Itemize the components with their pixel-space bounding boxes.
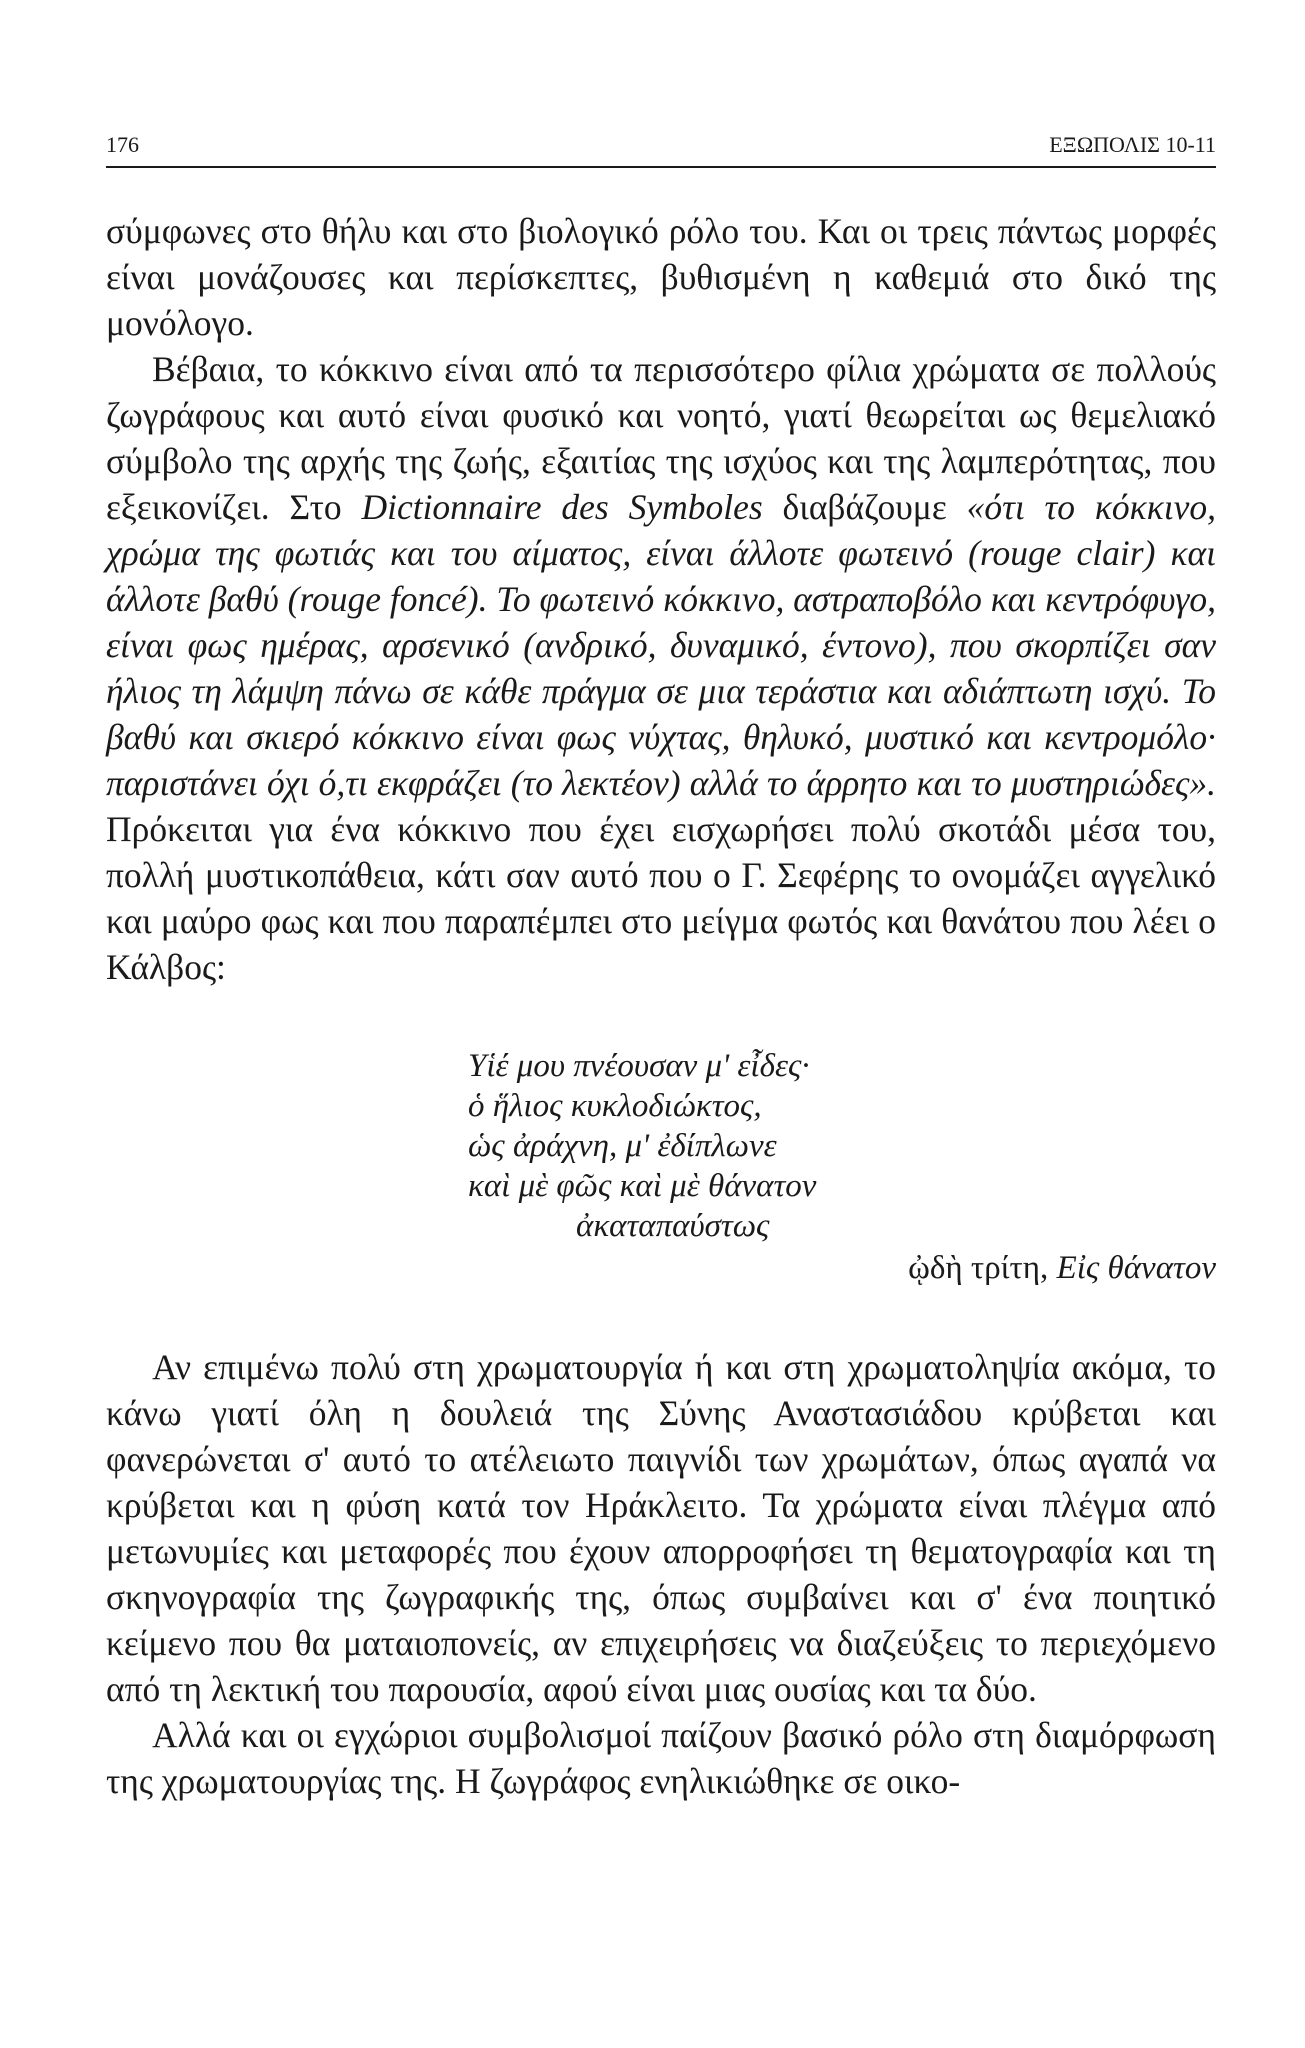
paragraph-4: Αλλά και οι εγχώριοι συμβολισμοί παίζουν βασικό ρόλο στη διαμόρφωση της χρωματουργίας της. Η ζωγράφος ενηλικιώθηκε σε οικο- bbox=[106, 1715, 1216, 1801]
poem-source-ode: ᾠδὴ τρίτη, bbox=[908, 1250, 1057, 1286]
paragraph-2-text-b: διαβάζουμε bbox=[762, 487, 967, 527]
paragraph-2 bbox=[106, 346, 1216, 990]
poem-line: ἀκαταπαύστως bbox=[576, 1208, 770, 1244]
paragraph-2-text-a: Βέβαια, το κόκκινο είναι από τα περισσότερο φίλια χρώματα σε πολλούς ζωγράφους και αυτό είναι φυσικό και νοητό, γιατί θεωρείται ως θεμελιακό σύμβολο της αρχής της ζωής, εξαιτίας της ισχύος και της λαμπερότητας, που εξεικονίζει. Στο bbox=[106, 349, 1216, 527]
journal-title: ΕΞΩΠΟΛΙΣ 10-11 bbox=[1049, 132, 1216, 157]
poem-source-title: Εἰς θάνατον bbox=[1056, 1250, 1216, 1286]
italic-quotation: «ότι το κόκκινο, χρώμα της φωτιάς και του αίματος, είναι άλλοτε φωτεινό (rouge clair) και άλλοτε βαθύ (rouge foncé). Το φωτεινό κόκκινο, αστραποβόλο και κεντρόφυγο, είναι φως ημέρας, αρσενικό (ανδρικό, δυναμικό, έντονο), που σκορπίζει σαν ήλιος τη λάμψη πάνω σε κάθε πράγμα σε μια τεράστια και αδιάπτωτη ισχύ. Το βαθύ και σκιερό κόκκινο είναι φως νύχτας, θηλυκό, μυστικό και κεντρομόλο· παριστάνει όχι ό,τι εκφράζει (το λεκτέον) αλλά το άρρητο και το μυστηριώδες». bbox=[106, 487, 1216, 803]
poem-line: ὁ ἥλιος κυκλοδιώκτος, bbox=[468, 1088, 762, 1124]
poem-line: ὡς ἀράχνη, μ' ἐδίπλωνε bbox=[468, 1128, 777, 1164]
page-number: 176 bbox=[106, 132, 139, 157]
poem-source bbox=[468, 1248, 1216, 1288]
poem-line: Υἱέ μου πνέουσαν μ' εἶδες· bbox=[468, 1048, 810, 1084]
poem-excerpt bbox=[468, 1046, 1216, 1288]
running-header bbox=[106, 132, 1216, 158]
body-text bbox=[106, 208, 1216, 1804]
paragraph-2-text-c: Πρόκειται για ένα κόκκινο που έχει εισχωρήσει πολύ σκοτάδι μέσα του, πολλή μυστικοπάθεια, κάτι σαν αυτό που ο Γ. Σεφέρης το ονομάζει αγγελικό και μαύρο φως και που παραπέμπει στο μείγμα φωτός και θανάτου που λέει ο Κάλβος: bbox=[106, 809, 1216, 987]
paragraph-3: Αν επιμένω πολύ στη χρωματουργία ή και στη χρωματοληψία ακόμα, το κάνω γιατί όλη η δουλειά της Σύνης Αναστασιάδου κρύβεται και φανερώνεται σ' αυτό το ατέλειωτο παιγνίδι των χρωμάτων, όπως αγαπά να κρύβεται και η φύση κατά τον Ηράκλειτο. Τα χρώματα είναι πλέγμα από μετωνυμίες και μεταφορές που έχουν απορροφήσει τη θεματογραφία και τη σκηνογραφία της ζωγραφικής της, όπως συμβαίνει και σ' ένα ποιητικό κείμενο που θα ματαιοπονείς, αν επιχειρήσεις να διαζεύξεις το περιεχόμενο από τη λεκτική του παρουσία, αφού είναι μιας ουσίας και τα δύο. bbox=[106, 1347, 1216, 1709]
poem-line: καὶ μὲ φῶς καὶ μὲ θάνατον bbox=[468, 1168, 817, 1204]
book-title: Dictionnaire des Symboles bbox=[361, 487, 763, 527]
header-rule bbox=[106, 166, 1216, 168]
paragraph-1: σύμφωνες στο θήλυ και στο βιολογικό ρόλο του. Και οι τρεις πάντως μορφές είναι μονάζουσες και περίσκεπτες, βυθισμένη η καθεμιά στο δικό της μονόλογο. bbox=[106, 211, 1216, 343]
